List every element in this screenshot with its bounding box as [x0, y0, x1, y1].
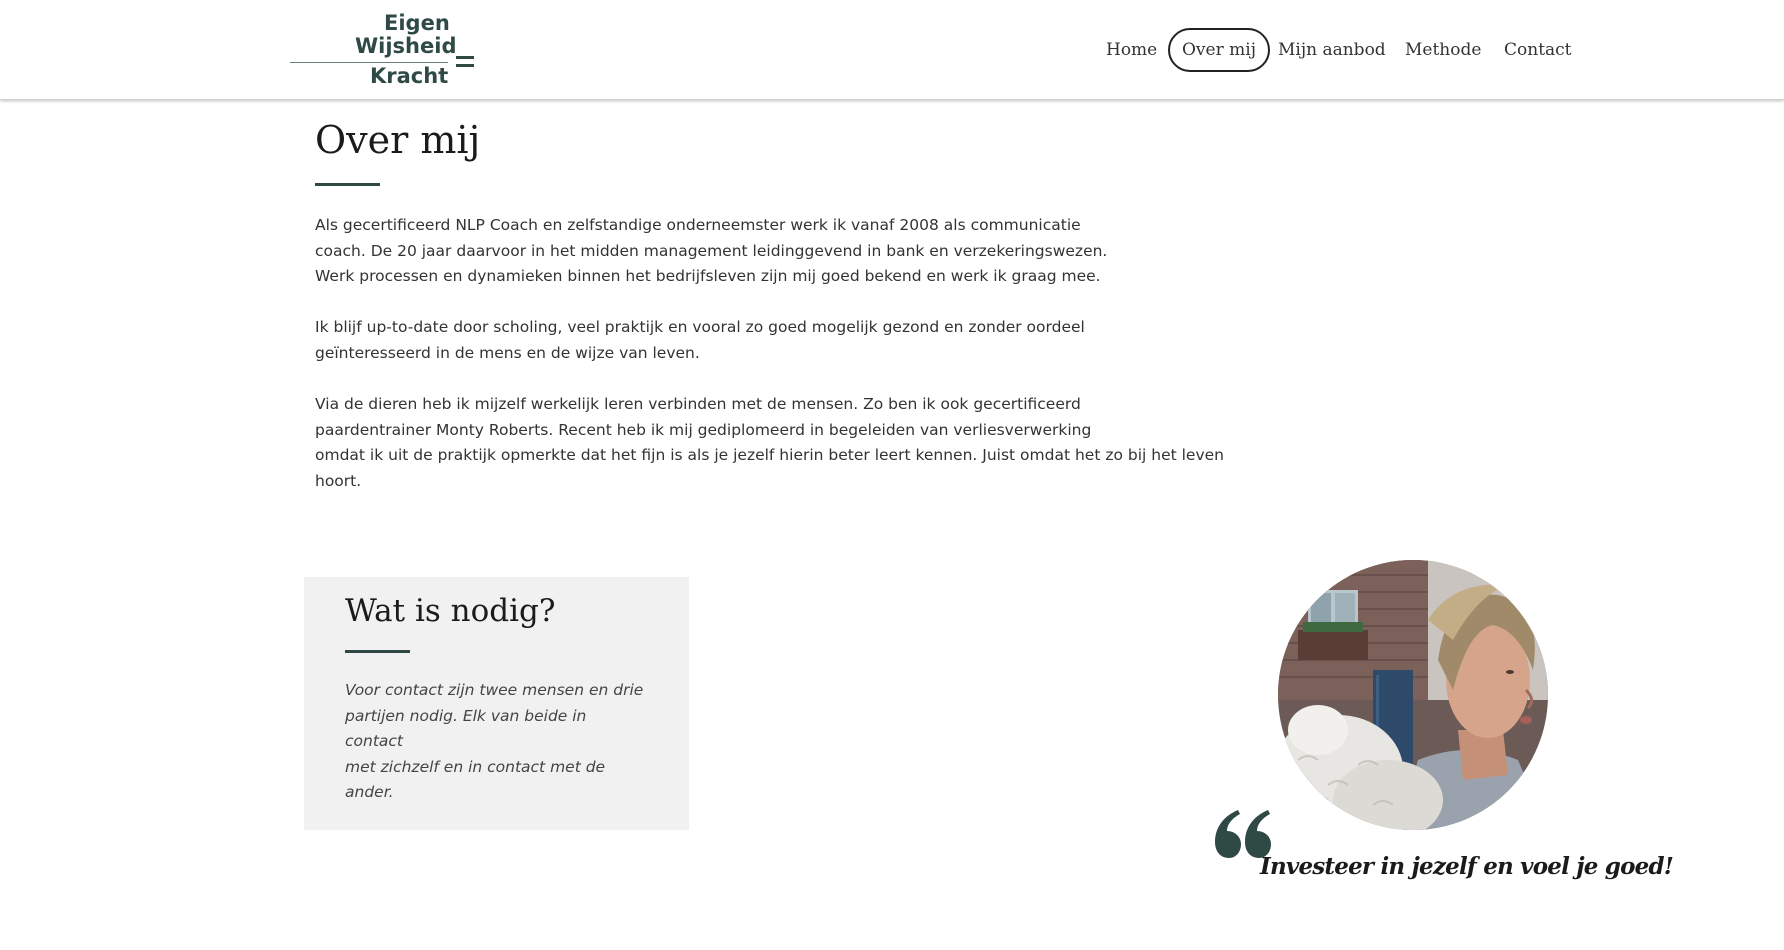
- title-underline: [315, 183, 380, 186]
- nav-item-over-mij[interactable]: Over mij: [1168, 28, 1270, 72]
- info-box-text: Voor contact zijn twee mensen en drie partijen nodig. Elk van beide in contact met zichzelf en in contact met de ander.: [345, 681, 644, 802]
- nav-item-home[interactable]: Home: [1106, 40, 1158, 60]
- nav-item-contact[interactable]: Contact: [1504, 40, 1572, 60]
- quote-text: Investeer in jezelf en voel je goed!: [1260, 853, 1674, 880]
- page-title: Over mij: [315, 118, 481, 162]
- nav-item-methode[interactable]: Methode: [1405, 40, 1482, 60]
- intro-paragraph: Als gecertificeerd NLP Coach en zelfstandige onderneemster werk ik vanaf 2008 als communicatie coach. De 20 jaar daarvoor in het midden management leidinggevend in bank en verzekeringswezen. Werk processen en dynamieken binnen het bedrijfsleven zijn mij goed bekend en werk ik graag mee.: [315, 216, 1108, 286]
- info-box: [304, 577, 689, 830]
- logo-text-eigen: Eigen: [384, 11, 450, 35]
- info-box-title: Wat is nodig?: [345, 593, 556, 629]
- intro-paragraph: Via de dieren heb ik mijzelf werkelijk leren verbinden met de mensen. Zo ben ik ook gecertificeerd paardentrainer Monty Roberts. Recent heb ik mij gediplomeerd in begeleiden van verliesverwerking omdat ik uit de praktijk opmerkte dat het fijn is als je jezelf hierin beter leert kennen. Juist omdat het zo bij het leven hoort.: [315, 395, 1225, 490]
- main-navigation: [0, 28, 1784, 72]
- intro-text: [315, 213, 1275, 520]
- logo-text-kracht: Kracht: [370, 64, 449, 88]
- intro-paragraph: Ik blijf up-to-date door scholing, veel praktijk en vooral zo goed mogelijk gezond en zonder oordeel geïnteresseerd in de mens en de wijze van leven.: [315, 318, 1085, 362]
- info-box-underline: [345, 650, 410, 653]
- nav-item-mijn-aanbod[interactable]: Mijn aanbod: [1278, 40, 1386, 60]
- site-header: [0, 0, 1784, 100]
- quote-icon: [1215, 810, 1271, 858]
- profile-photo: [1278, 560, 1548, 830]
- logo-text-wijsheid: Wijsheid: [355, 34, 457, 58]
